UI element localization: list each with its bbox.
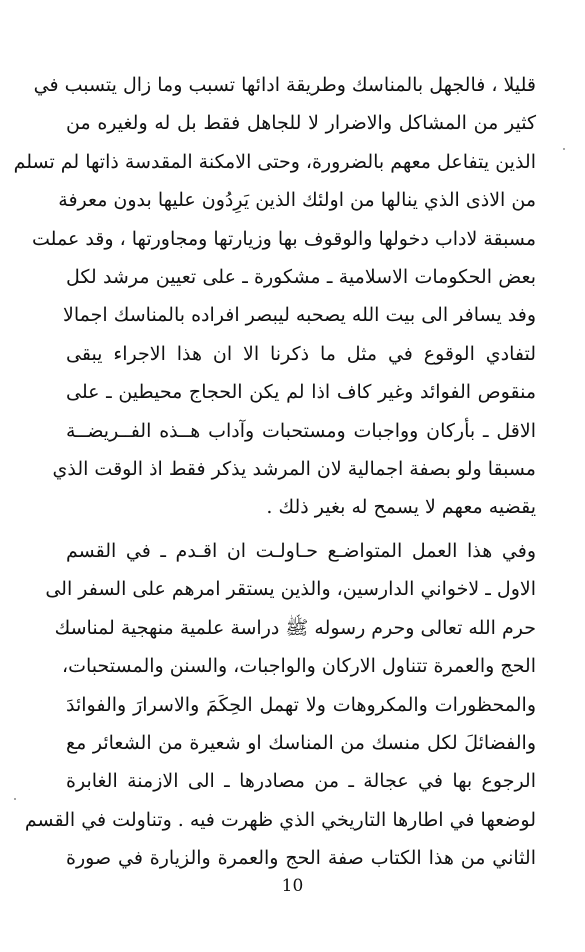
text-line: والفضائلَ لكل منسك من المناسك او شعيرة من الشعائر مع — [66, 731, 536, 754]
text-line: من الاذى الذي ينالها من اولئك الذين يَرِدُون عليها بدون معرفة — [58, 189, 536, 212]
text-line: لوضعها في اطارها التاريخي الذي ظهرت فيه . وتناولت في القسم — [24, 808, 536, 831]
text-line: مسبقة لاداب دخولها والوقوف بها وزيارتها ومجاورتها ، وقد عملت — [32, 227, 536, 250]
text-line: الثاني من هذا الكتاب صفة الحج والعمرة والزيارة في صورة — [66, 847, 536, 870]
text-line: والمحظورات والمكروهات ولا تهمل الحِكَمَ والاسرارَ والفوائدَ — [66, 693, 536, 716]
text-line: بعض الحكومات الاسلامية ـ مشكورة ـ على تعيين مرشد لكل — [66, 265, 536, 288]
scan-speck — [14, 798, 16, 800]
page-number: 10 — [281, 876, 304, 896]
text-line: الاول ـ لاخواني الدارسين، والذين يستقر امرهم على السفر الى — [45, 578, 536, 601]
text-line: حرم الله تعالى وحرم رسوله ﷺ دراسة علمية منهجية لمناسك — [54, 616, 536, 639]
text-line: مسبقا ولو بصفة اجمالية لان المرشد يذكر فقط اذ الوقت الذي — [52, 457, 536, 480]
text-line: قليلا ، فالجهل بالمناسك وطريقة ادائها تسبب وما زال يتسبب في — [33, 74, 536, 96]
text-line: منقوص الفوائد وغير كاف اذا لم يكن الحجاج محيطين ـ على — [66, 381, 536, 404]
text-line: كثير من المشاكل والاضرار لا للجاهل فقط بل له ولغيره من — [66, 112, 536, 135]
text-line: لتفادي الوقوع في مثل ما ذكرنا الا ان هذا الاجراء يبقى — [66, 342, 536, 365]
paragraph-1 — [13, 66, 536, 527]
text-line: الرجوع بها في عجالة ـ من مصادرها ـ الى الازمنة الغابرة — [66, 770, 536, 793]
text-line: وفد يسافر الى بيت الله يصحبه ليبصر افراده بالمناسك اجمالا — [63, 304, 536, 327]
text-line: يقضيه معهم لا يسمح له بغير ذلك . — [266, 496, 536, 519]
text-line: وفي هذا العمل المتواضـع حـاولـت ان اقـدم ـ في القسم — [66, 540, 536, 562]
text-line: الحج والعمرة تتناول الاركان والواجبات، والسنن والمستحبات، — [62, 655, 536, 678]
text-line: الاقل ـ بأركان وواجبات ومستحبات وآداب هــذه الفــريضــة — [66, 419, 536, 442]
text-line: الذين يتفاعل معهم بالضرورة، وحتى الامكنة المقدسة ذاتها لم تسلم — [13, 150, 536, 173]
scan-speck — [563, 148, 565, 150]
paragraph-2 — [24, 532, 536, 878]
